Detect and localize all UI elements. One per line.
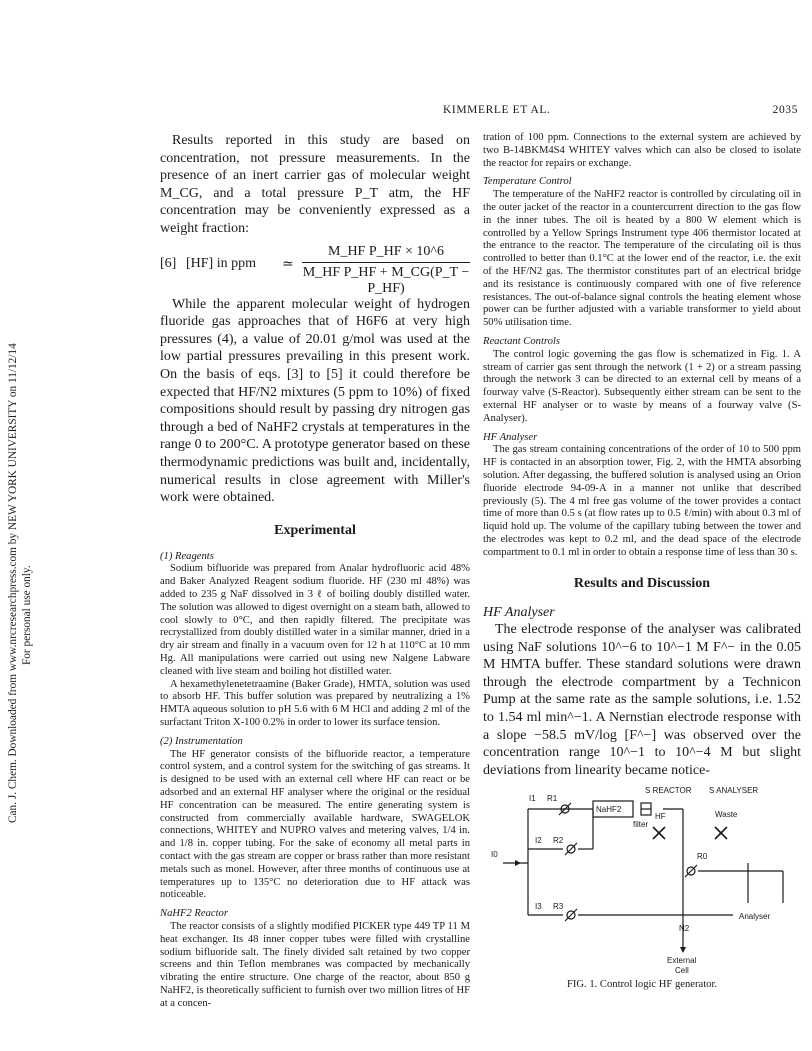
equation-approx-sign: ≃ bbox=[282, 256, 294, 272]
equation-denominator: M_HF P_HF + M_CG(P_T − P_HF) bbox=[302, 264, 470, 296]
paragraph-instrumentation: The HF generator consists of the bifluoride reactor, a temperature control system, and a control system for the switching of gas streams. It is designed to be used with an external cell where HF can react or be adsorbed and an external HF analyser where the original or the residual HF concentration can be measured. The entire generating system is constructed from commercially available hardware, SWAGELOK connections, WHITEY and NUPRO valves and metering valves, 1/4 in. and 1/8 in. copper tubing. For the sake of economy all metal parts in contact with the gas stream are copper or brass rather than more resistant metals such as monel. However, after three months of continuous use at temperatures up to 135°C no deterioration due to HF attack was noticeable. bbox=[160, 748, 470, 901]
paragraph-molecular-weight: While the apparent molecular weight of hydrogen fluoride gas approaches that of H6F6 at very high pressures (4), a value of 20.01 g/mol was used at the low partial pressures prevailing in this present work. On the basis of eqs. [3] to [5] it could therefore be expected that HF/N2 mixtures (5 ppm to 10%) of fixed compositions should result by passing dry nitrogen gas through a bed of NaHF2 crystals at temperatures in the range 0 to 200°C. A prototype generator based on these thermodynamic predictions was built and, incidentally, numerical results in close agreement with Miller's work were obtained. bbox=[160, 296, 470, 506]
section-heading-experimental: Experimental bbox=[274, 522, 356, 538]
subheading-temperature-control: Temperature Control bbox=[483, 176, 572, 188]
running-head: KIMMERLE ET AL. bbox=[443, 104, 551, 116]
watermark-line-2: For personal use only. bbox=[21, 565, 33, 665]
subheading-nahf2-reactor: NaHF2 Reactor bbox=[160, 908, 228, 920]
fourway-valves bbox=[653, 827, 727, 839]
label-r1: R1 bbox=[547, 794, 558, 804]
subheading-instrumentation: (2) Instrumentation bbox=[160, 735, 243, 747]
label-i1: I1 bbox=[529, 794, 536, 804]
equation-tag: [6] bbox=[160, 255, 177, 271]
label-s-analyser: S ANALYSER bbox=[709, 787, 759, 796]
arrow-down-cell bbox=[680, 947, 686, 953]
equation-numerator: M_HF P_HF × 10^6 bbox=[302, 244, 470, 263]
valves bbox=[559, 803, 697, 921]
paragraph-temperature-control: The temperature of the NaHF2 reactor is controlled by circulating oil in the outer jacket of the reactor in a countercurrent direction to the gas flow in the inner tubes. The oil is heated by a 800 W element which is controlled by a Yellow Springs Instrument type 406 thermistor located at the entrance to the reactor. The temperature of the circulating oil is thus controlled to better than 0.1°C at the lower end of the reactor, i.e. the exit of the HF/N2 gas. The thermistor constitutes part of an electrical bridge and its resistance is continuously compared with one of five reference resistances. The out-of-balance signal controls the heating element whose power can be further adjusted with a variable transformer to yield about 50% utilisation time. bbox=[483, 189, 801, 329]
paragraph-continuation: tration of 100 ppm. Connections to the external system are achieved by two B-14BKM4S4 WHITEY valves which can also be closed to isolate the reactor for repairs or exchange. bbox=[483, 132, 801, 169]
arrow-inlet bbox=[515, 860, 521, 866]
label-s-reactor: S REACTOR bbox=[645, 787, 692, 796]
label-r2: R2 bbox=[553, 836, 564, 846]
download-watermark bbox=[0, 265, 40, 825]
label-waste: Waste bbox=[715, 810, 738, 820]
equation-fraction bbox=[302, 244, 470, 297]
watermark-svg bbox=[0, 265, 40, 825]
paragraph-concentration-intro: Results reported in this study are based on concentration, not pressure measurements. In the presence of an inert carrier gas of molecular weight M_CG, and a total pressure P_T atm, the HF concentration may be conveniently expressed as a weight fraction: bbox=[160, 133, 470, 236]
label-i3: I3 bbox=[535, 902, 542, 912]
paragraph-hf-analyser: The gas stream containing concentrations of the order of 10 to 500 ppm HF is contacted in an absorption tower, Fig. 2, with the HMTA absorbing solution. After degassing, the buffered solution is analysed using an Orion fluoride electrode 94-09-A in a manner not unlike that described previously (5). The 4 ml free gas volume of the tower provides a contact time of more than 0.5 s (at flow rates up to 0.5 ℓ/min) with about 0.3 ml of liquid hold up. The volume of the capillary tubing between the tower and the electrodes was kept to 0.2 ml, and the dead space of the electrode compartment to 0.1 ml in order to obtain a response time of less than 30 s. bbox=[483, 444, 801, 558]
figure-1-caption: FIG. 1. Control logic HF generator. bbox=[566, 979, 718, 991]
left-column bbox=[160, 132, 470, 1011]
figure-1-control-logic bbox=[483, 787, 801, 977]
equation-6 bbox=[160, 243, 470, 296]
paragraph-nahf2-reactor: The reactor consists of a slightly modified PICKER type 449 TP 11 M heat exchanger. Its 48 inner copper tubes were filled with crystalline sodium bifluoride salt. The finely divided salt retained by two copper screens and thin Teflon membranes was compacted by mechanically vibrating the entire structure. One charge of the reactor, about 850 g NaHF2, is theoretically sufficient to furnish over two million litres of HF at a concen- bbox=[160, 921, 470, 1009]
equation-lhs: [HF] in ppm bbox=[186, 255, 256, 271]
watermark-line-1: Can. J. Chem. Downloaded from www.nrcresearchpress.com by NEW YORK UNIVERSITY on 11/12/14 bbox=[7, 343, 19, 823]
subheading-reagents: (1) Reagents bbox=[160, 550, 214, 562]
control-logic-diagram bbox=[483, 787, 801, 977]
label-filter: filter bbox=[633, 820, 649, 830]
paragraph-results-calibration: The electrode response of the analyser was calibrated using NaF solutions 10^−6 to 10^−1 M F^− in the 0.05 M HMTA buffer. These standard solutions were drawn through the electrode compartment by a Technicon Pump at the same rate as the sample solutions, i.e. 1.52 to 1.54 ml min^−1. A Nernstian electrode response with a slope −58.5 mV/log [F^−] was observed over the concentration range 10^−1 to 10^−4 M but slight deviations from linearity became notice- bbox=[483, 622, 801, 778]
section-heading-results: Results and Discussion bbox=[573, 575, 711, 591]
label-r0: R0 bbox=[697, 852, 708, 862]
subheading-results-hf-analyser: HF Analyser bbox=[483, 604, 555, 620]
label-external: External bbox=[667, 956, 697, 966]
paragraph-reactant-controls: The control logic governing the gas flow is schematized in Fig. 1. A stream of carrier gas sent through the network (1 + 2) or a stream passing through the network 3 can be directed to an external cell by means of a fourway valve (S-Reactor). Subsequently either stream can be sent to the external HF analyser or to waste by means of a fourway valve (S-Analyser). bbox=[483, 348, 801, 424]
subheading-reactant-controls: Reactant Controls bbox=[483, 335, 560, 347]
label-i2: I2 bbox=[535, 836, 542, 846]
label-i0: I0 bbox=[491, 850, 498, 860]
paragraph-reagents: Sodium bifluoride was prepared from Analar hydrofluoric acid 48% and Baker Analyzed Reagent sodium fluoride. HF (230 ml 48%) was added to 235 g NaF dissolved in 3 ℓ of boiling doubly distilled water. The solution was allowed to digest overnight on a steam bath, allowed to cool slowly to 0°C, and then rapidly filtered. The precipitate was recrystallized from doubly distilled water in a similar manner, dried in a dry air stream and finally in a vacuum oven for 12 h at 110°C at 10 mm Hg. All manipulations were carried out using new Nalgene Labware cleaned with live steam and boiling hot distilled water. bbox=[160, 563, 470, 677]
label-analyser: Analyser bbox=[739, 912, 771, 922]
right-column bbox=[483, 132, 801, 990]
label-nahf2: NaHF2 bbox=[596, 805, 622, 815]
subheading-hf-analyser: HF Analyser bbox=[483, 431, 538, 443]
running-header bbox=[160, 104, 798, 120]
label-r3: R3 bbox=[553, 902, 564, 912]
page-number: 2035 bbox=[772, 104, 798, 116]
label-n2: N2 bbox=[679, 924, 690, 934]
paragraph-hmta: A hexamethylenetetraamine (Baker Grade), HMTA, solution was used to absorb HF. This buffer solution was prepared by neutralizing a 1% HMTA aqueous solution to pH 5.6 with 6 M HCl and adding 2 ml of the surfactant Triton X-100 0.2% in order to lower its surface tension. bbox=[160, 678, 470, 729]
label-cell: Cell bbox=[675, 966, 689, 976]
label-hf: HF bbox=[655, 812, 666, 822]
